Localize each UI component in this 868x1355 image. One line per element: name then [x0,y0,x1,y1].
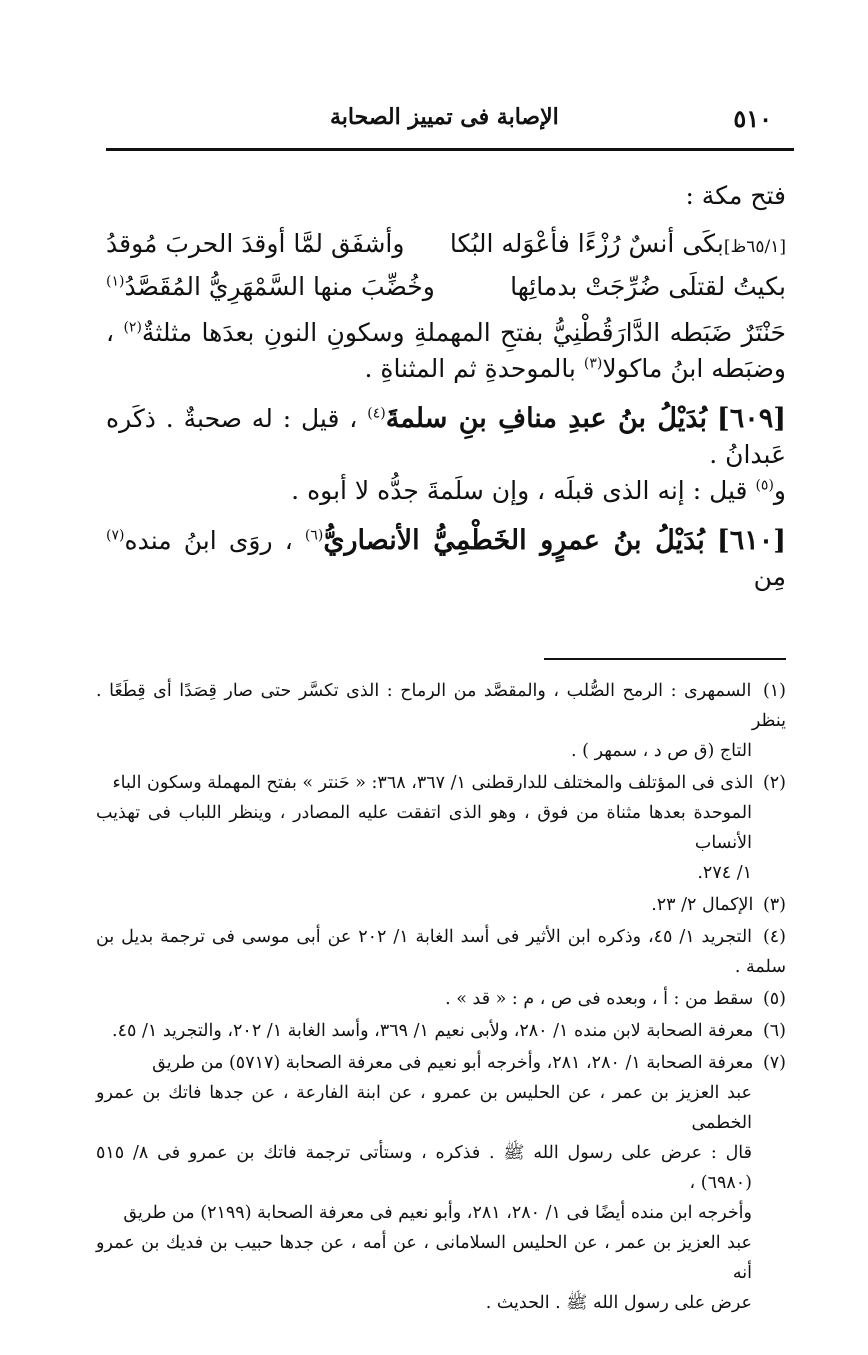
footnote-line: التاج (ق ص د ، سمهر ) . [571,741,752,761]
footnote-line: الذى فى المؤتلف والمختلف للدارقطنى ١/ ٣٦٧، ٣٦٨: « حَنتر » بفتح المهملة وسكون الباء [112,773,754,793]
verse-1-first-hemistich [450,226,786,265]
paragraph-hantar-text-3: بالموحدةِ ثم المثناةِ . [364,354,576,383]
lead-line: فتح مكة : [685,181,786,210]
verse-line-1 [106,226,786,265]
footnote-line: معرفة الصحابة ١/ ٢٨٠، ٢٨١، وأخرجه أبو نعيم فى معرفة الصحابة (٥٧١٧) من طريق [152,1053,754,1073]
verse-2-second-hemistich [106,269,435,305]
footnote-5 [96,984,786,1014]
footnote-line: عبد العزيز بن عمر ، عن الحليس السلامانى ، عن أمه ، عن جدها حبيب بن فديك بن عمرو أنه [96,1233,752,1283]
footnote-marker-2[interactable]: (٢) [123,319,142,336]
footnote-1 [96,676,786,766]
entry-609-name: بُدَيْلُ بنُ عبدِ منافِ بنِ سلمةَ [385,403,708,434]
verse-2-left-text: وخُضِّبَ منها السَّمْهَرِيُّ المُقَصَّدُ [124,272,435,301]
paragraph-hantar-text-1: حَنْتَرٌ ضَبَطه الدَّارَقُطْنِيُّ بفتحِ المهملةِ وسكونِ النونِ بعدَها مثلثةٌ [141,318,786,347]
footnote-line: وأخرجه ابن منده أيضًا فى ١/ ٢٨٠، ٢٨١، وأبو نعيم فى معرفة الصحابة (٢١٩٩) من طريق [123,1203,752,1223]
entry-610-text-1: ، روَى ابنُ منده [124,526,293,555]
footnote-marker-6[interactable]: (٦) [304,527,324,544]
footnote-line: التجريد ١/ ٤٥، وذكره ابن الأثير فى أسد الغابة ١/ ٢٠٢ عن أبى موسى فى ترجمة بديل بن سلمة . [96,927,786,977]
footnote-line: عرض على رسول الله ﷺ . الحديث . [485,1293,752,1313]
footnote-label: (٦) [762,1021,786,1041]
manuscript-folio-ref: [٦٥/١ظ] [723,237,786,257]
footnote-label: (٤) [762,927,786,947]
footnote-label: (٣) [762,895,786,915]
header-rule [106,148,794,151]
footnote-separator [544,658,786,660]
footnote-4 [96,922,786,982]
verse-1-second-hemistich: وأشفَق لمَّا أوقدَ الحربَ مُوقدُ [106,229,405,258]
footnote-line: السمهرى : الرمح الصُّلب ، والمقصَّد من الرماح : الذى تكسَّر حتى صار قِصَدًا أى قِطَعًا . ينظر [96,681,786,731]
footnote-line: الإكمال ٢/ ٢٣. [651,895,754,915]
entry-609-text-3: قيل : إنه الذى قبلَه ، وإن سلَمةَ جدُّه لا أبوه . [291,476,748,505]
footnote-label: (٧) [762,1053,786,1073]
footnote-label: (١) [762,681,786,701]
entry-610-name: بُدَيْلُ بنُ عمرٍو الخَطْمِيُّ الأنصاريُّ [323,525,705,556]
page-number: ٥١٠ [733,104,772,133]
entry-609-number: [٦٠٩] [716,403,786,434]
verse-2-first-hemistich: بكيتُ لقتلَى ضُرِّجَتْ بدمائِها [510,272,786,301]
footnote-marker-5[interactable]: (٥) [755,477,774,494]
running-title: الإصابة فى تمييز الصحابة [330,104,559,130]
footnote-label: (٥) [762,989,786,1009]
entry-609 [106,401,786,509]
footnote-6 [96,1016,786,1046]
paragraph-hantar [106,315,786,387]
footnote-marker-4[interactable]: (٤) [367,405,386,422]
footnote-line: معرفة الصحابة لابن منده ١/ ٢٨٠، ولأبى نعيم ١/ ٣٦٩، وأسد الغابة ١/ ٢٠٢، والتجريد ١/ ٤٥. [112,1021,754,1041]
footnotes-section [96,676,786,1320]
main-text [106,178,786,595]
entry-610-number: [٦١٠] [716,525,786,556]
footnote-line: عبد العزيز بن عمر ، عن الحليس بن عمرو ، عن ابنة الفارعة ، عن جدها فاتك بن عمرو الخطمى [96,1083,752,1133]
footnote-2 [96,768,786,888]
footnote-line: سقط من : أ ، وبعده فى ص ، م : « قد » . [445,989,754,1009]
verse-line-2 [106,269,786,305]
entry-609-text-1: ، قيل : له صحبةٌ . ذكَره عَبدانُ . [106,404,786,469]
footnote-line: الموحدة بعدها مثناة من فوق ، وهو الذى اتفقت عليه المصادر ، وينظر اللباب فى تهذيب الأنساب [96,803,752,853]
entry-610 [106,523,786,595]
footnote-line: ١/ ٢٧٤. [697,863,752,883]
footnote-7 [96,1048,786,1318]
entry-610-text-2: مِن [753,562,786,591]
entry-609-text-2: و [773,476,786,505]
footnote-marker-1[interactable]: (١) [106,273,125,290]
footnote-marker-3[interactable]: (٣) [583,355,603,372]
footnote-marker-7[interactable]: (٧) [106,527,125,544]
footnote-3 [96,890,786,920]
footnote-line: قال : عرض على رسول الله ﷺ . فذكره ، وستأتى ترجمة فاتك بن عمرو فى ٨/ ٥١٥ (٦٩٨٠) ، [96,1143,752,1193]
verse-1-right-text: بكَى أنسٌ رُزْءًا فأعْوَله البُكا [449,229,724,258]
footnote-label: (٢) [762,773,786,793]
paragraph-hantar-text-2: ، وضبَطه ابنُ ماكولا [106,318,786,383]
